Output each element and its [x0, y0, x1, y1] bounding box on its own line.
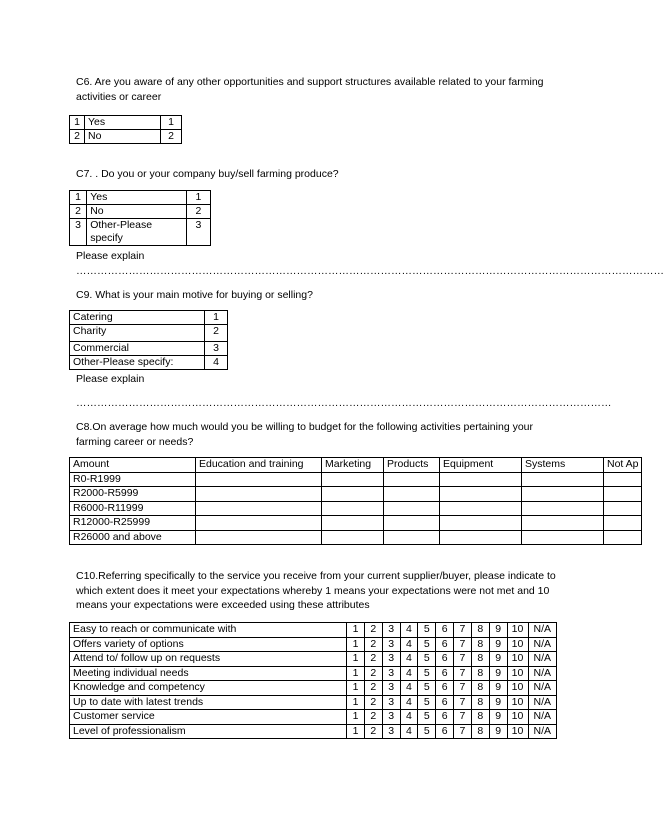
- table-row: [70, 205, 211, 219]
- rating-option[interactable]: 1: [347, 666, 365, 681]
- table-row: [70, 342, 228, 356]
- column-header: Not Ap: [604, 458, 642, 473]
- table-row: [70, 116, 182, 130]
- option-label: Commercial: [70, 342, 205, 356]
- rating-option[interactable]: 7: [454, 652, 472, 667]
- rating-option[interactable]: 4: [400, 681, 418, 696]
- table-row: [70, 130, 182, 144]
- answer-cell[interactable]: [322, 516, 384, 531]
- answer-cell[interactable]: [604, 530, 642, 545]
- rating-option[interactable]: 4: [400, 710, 418, 725]
- rating-option[interactable]: N/A: [528, 637, 556, 652]
- c9-options-table: [69, 310, 228, 370]
- rating-option[interactable]: 8: [471, 666, 489, 681]
- answer-cell[interactable]: [522, 516, 604, 531]
- option-label: No: [87, 205, 187, 219]
- answer-cell[interactable]: [440, 501, 522, 516]
- answer-cell[interactable]: [604, 516, 642, 531]
- rating-option[interactable]: 7: [454, 637, 472, 652]
- rating-option[interactable]: 10: [507, 681, 528, 696]
- answer-cell[interactable]: [322, 472, 384, 487]
- c8-question: C8.On average how much would you be willing to budget for the following activities pertaining your farming career or needs?: [76, 421, 534, 448]
- attribute-label: Easy to reach or communicate with: [70, 623, 347, 638]
- column-header: Education and training: [196, 458, 322, 473]
- table-row: [70, 724, 557, 739]
- option-label: Yes: [87, 191, 187, 205]
- option-code: 3: [205, 342, 228, 356]
- answer-cell[interactable]: [522, 530, 604, 545]
- table-row: [70, 356, 228, 370]
- amount-cell: R2000-R5999: [70, 487, 196, 502]
- rating-option[interactable]: 7: [454, 724, 472, 739]
- attribute-label: Meeting individual needs: [70, 666, 347, 681]
- rating-option[interactable]: 3: [382, 652, 400, 667]
- table-row: [70, 666, 557, 681]
- rating-option[interactable]: 9: [489, 695, 507, 710]
- c10-question: C10.Referring specifically to the service you receive from your current supplier/buyer, please indicate to which extent does it meet your expectations whereby 1 means your expectations were not met and 10 means your expectations were exceeded using these attributes: [76, 570, 556, 611]
- rating-option[interactable]: 8: [471, 710, 489, 725]
- rating-option[interactable]: 9: [489, 724, 507, 739]
- rating-option[interactable]: 5: [418, 681, 436, 696]
- table-row: [70, 472, 642, 487]
- c7-explain-label: Please explain: [76, 250, 145, 262]
- option-code: 3: [186, 219, 210, 246]
- rating-option[interactable]: 3: [382, 681, 400, 696]
- rating-option[interactable]: 6: [436, 652, 454, 667]
- attribute-label: Attend to/ follow up on requests: [70, 652, 347, 667]
- answer-cell[interactable]: [604, 501, 642, 516]
- option-number: 1: [70, 116, 85, 130]
- c6-question: C6. Are you aware of any other opportunities and support structures available related to your farming activities or career: [76, 76, 544, 103]
- rating-option[interactable]: 3: [382, 623, 400, 638]
- rating-option[interactable]: 6: [436, 695, 454, 710]
- column-header: Amount: [70, 458, 196, 473]
- option-number: 1: [70, 191, 87, 205]
- table-row: [70, 637, 557, 652]
- table-row: [70, 652, 557, 667]
- rating-option[interactable]: 10: [507, 710, 528, 725]
- table-row: [70, 623, 557, 638]
- rating-option[interactable]: 8: [471, 724, 489, 739]
- rating-option[interactable]: 6: [436, 623, 454, 638]
- rating-option[interactable]: 4: [400, 652, 418, 667]
- rating-option[interactable]: 4: [400, 724, 418, 739]
- rating-option[interactable]: 6: [436, 666, 454, 681]
- rating-option[interactable]: 7: [454, 623, 472, 638]
- c9-question: C9. What is your main motive for buying or selling?: [76, 289, 313, 301]
- rating-option[interactable]: 9: [489, 637, 507, 652]
- c9-explain-line[interactable]: ………………………………………………………………………………………………………………………………………: [76, 397, 612, 409]
- option-label: Yes: [85, 116, 161, 130]
- rating-option[interactable]: 9: [489, 666, 507, 681]
- table-row: [70, 501, 642, 516]
- answer-cell[interactable]: [322, 501, 384, 516]
- rating-option[interactable]: 2: [364, 637, 382, 652]
- rating-option[interactable]: 8: [471, 637, 489, 652]
- rating-option[interactable]: N/A: [528, 710, 556, 725]
- rating-option[interactable]: N/A: [528, 681, 556, 696]
- rating-option[interactable]: 6: [436, 710, 454, 725]
- rating-option[interactable]: 10: [507, 724, 528, 739]
- rating-option[interactable]: 5: [418, 724, 436, 739]
- c10-rating-table: [69, 622, 557, 739]
- rating-option[interactable]: 9: [489, 652, 507, 667]
- rating-option[interactable]: 10: [507, 666, 528, 681]
- rating-option[interactable]: 9: [489, 623, 507, 638]
- attribute-label: Level of professionalism: [70, 724, 347, 739]
- rating-option[interactable]: 9: [489, 710, 507, 725]
- option-code: 2: [186, 205, 210, 219]
- table-header-row: [70, 458, 642, 473]
- c6-options-table: [69, 115, 182, 144]
- c7-options-table: [69, 190, 211, 246]
- c7-question: C7. . Do you or your company buy/sell farming produce?: [76, 168, 339, 180]
- rating-option[interactable]: 5: [418, 666, 436, 681]
- rating-option[interactable]: 4: [400, 637, 418, 652]
- rating-option[interactable]: N/A: [528, 695, 556, 710]
- answer-cell[interactable]: [196, 530, 322, 545]
- option-code: 1: [161, 116, 182, 130]
- c9-explain-label: Please explain: [76, 373, 145, 385]
- option-label: Charity: [70, 325, 205, 342]
- rating-option[interactable]: 7: [454, 666, 472, 681]
- rating-option[interactable]: 7: [454, 710, 472, 725]
- rating-option[interactable]: 1: [347, 623, 365, 638]
- rating-option[interactable]: 6: [436, 637, 454, 652]
- table-row: [70, 311, 228, 325]
- rating-option[interactable]: 2: [364, 623, 382, 638]
- attribute-label: Knowledge and competency: [70, 681, 347, 696]
- rating-option[interactable]: 1: [347, 652, 365, 667]
- rating-option[interactable]: 8: [471, 652, 489, 667]
- rating-option[interactable]: N/A: [528, 623, 556, 638]
- column-header: Products: [384, 458, 440, 473]
- answer-cell[interactable]: [196, 487, 322, 502]
- attribute-label: Offers variety of options: [70, 637, 347, 652]
- option-number: 2: [70, 130, 85, 144]
- rating-option[interactable]: 7: [454, 681, 472, 696]
- table-row: [70, 487, 642, 502]
- column-header: Equipment: [440, 458, 522, 473]
- option-code: 2: [161, 130, 182, 144]
- answer-cell[interactable]: [384, 472, 440, 487]
- rating-option[interactable]: 1: [347, 724, 365, 739]
- rating-option[interactable]: 10: [507, 695, 528, 710]
- rating-option[interactable]: 2: [364, 681, 382, 696]
- answer-cell[interactable]: [384, 487, 440, 502]
- answer-cell[interactable]: [440, 472, 522, 487]
- table-row: [70, 530, 642, 545]
- answer-cell[interactable]: [196, 472, 322, 487]
- rating-option[interactable]: 10: [507, 637, 528, 652]
- table-row: [70, 681, 557, 696]
- rating-option[interactable]: 3: [382, 724, 400, 739]
- answer-cell[interactable]: [522, 472, 604, 487]
- answer-cell[interactable]: [522, 487, 604, 502]
- rating-option[interactable]: 5: [418, 710, 436, 725]
- rating-option[interactable]: 1: [347, 710, 365, 725]
- table-row: [70, 695, 557, 710]
- option-number: 2: [70, 205, 87, 219]
- attribute-label: Customer service: [70, 710, 347, 725]
- attribute-label: Up to date with latest trends: [70, 695, 347, 710]
- rating-option[interactable]: 9: [489, 681, 507, 696]
- amount-cell: R6000-R11999: [70, 501, 196, 516]
- option-label: No: [85, 130, 161, 144]
- rating-option[interactable]: 4: [400, 623, 418, 638]
- option-number: 3: [70, 219, 87, 246]
- answer-cell[interactable]: [384, 501, 440, 516]
- answer-cell[interactable]: [522, 501, 604, 516]
- rating-option[interactable]: 1: [347, 637, 365, 652]
- column-header: Marketing: [322, 458, 384, 473]
- amount-cell: R26000 and above: [70, 530, 196, 545]
- option-code: 1: [205, 311, 228, 325]
- rating-option[interactable]: 6: [436, 724, 454, 739]
- rating-option[interactable]: 3: [382, 695, 400, 710]
- option-label: Other-Please specify:: [70, 356, 205, 370]
- rating-option[interactable]: N/A: [528, 666, 556, 681]
- rating-option[interactable]: 2: [364, 652, 382, 667]
- answer-cell[interactable]: [196, 516, 322, 531]
- rating-option[interactable]: 6: [436, 681, 454, 696]
- c8-budget-table: [69, 457, 642, 545]
- rating-option[interactable]: 8: [471, 681, 489, 696]
- rating-option[interactable]: 2: [364, 666, 382, 681]
- rating-option[interactable]: 2: [364, 710, 382, 725]
- rating-option[interactable]: 3: [382, 637, 400, 652]
- answer-cell[interactable]: [440, 487, 522, 502]
- table-row: [70, 219, 211, 246]
- amount-cell: R12000-R25999: [70, 516, 196, 531]
- rating-option[interactable]: 3: [382, 666, 400, 681]
- rating-option[interactable]: 5: [418, 652, 436, 667]
- rating-option[interactable]: 5: [418, 623, 436, 638]
- option-code: 4: [205, 356, 228, 370]
- rating-option[interactable]: N/A: [528, 724, 556, 739]
- rating-option[interactable]: 1: [347, 681, 365, 696]
- table-row: [70, 325, 228, 342]
- rating-option[interactable]: 4: [400, 666, 418, 681]
- column-header: Systems: [522, 458, 604, 473]
- answer-cell[interactable]: [322, 487, 384, 502]
- table-row: [70, 191, 211, 205]
- rating-option[interactable]: N/A: [528, 652, 556, 667]
- option-code: 1: [186, 191, 210, 205]
- option-code: 2: [205, 325, 228, 342]
- c7-explain-line[interactable]: ……………………………………………………………………………………………………………………………………………………: [76, 265, 664, 277]
- table-row: [70, 516, 642, 531]
- table-row: [70, 710, 557, 725]
- answer-cell[interactable]: [604, 487, 642, 502]
- rating-option[interactable]: 2: [364, 724, 382, 739]
- answer-cell[interactable]: [440, 530, 522, 545]
- rating-option[interactable]: 8: [471, 695, 489, 710]
- answer-cell[interactable]: [604, 472, 642, 487]
- rating-option[interactable]: 5: [418, 695, 436, 710]
- rating-option[interactable]: 8: [471, 623, 489, 638]
- answer-cell[interactable]: [196, 501, 322, 516]
- option-label: Catering: [70, 311, 205, 325]
- answer-cell[interactable]: [440, 516, 522, 531]
- option-label: Other-Please specify: [87, 219, 187, 246]
- rating-option[interactable]: 3: [382, 710, 400, 725]
- rating-option[interactable]: 7: [454, 695, 472, 710]
- amount-cell: R0-R1999: [70, 472, 196, 487]
- answer-cell[interactable]: [322, 530, 384, 545]
- answer-cell[interactable]: [384, 530, 440, 545]
- rating-option[interactable]: 2: [364, 695, 382, 710]
- answer-cell[interactable]: [384, 516, 440, 531]
- rating-option[interactable]: 5: [418, 637, 436, 652]
- rating-option[interactable]: 1: [347, 695, 365, 710]
- rating-option[interactable]: 10: [507, 652, 528, 667]
- rating-option[interactable]: 10: [507, 623, 528, 638]
- rating-option[interactable]: 4: [400, 695, 418, 710]
